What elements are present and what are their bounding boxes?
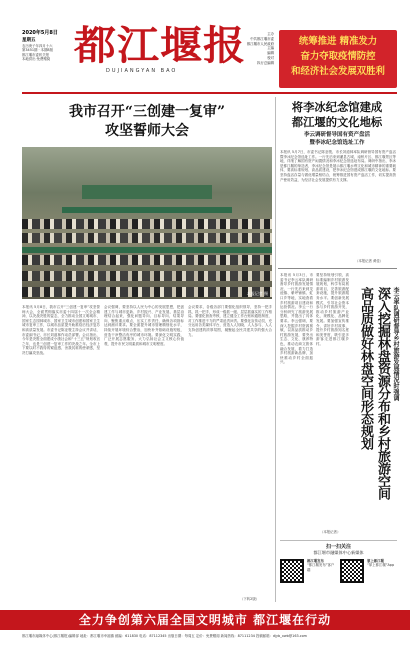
qr-label: 都江堰发布 [307,559,324,563]
credit-line: 校对 [267,55,274,60]
right-headline [278,100,396,130]
lead-photo [22,147,272,299]
qr-code-icon[interactable] [340,559,364,583]
right-top-body-text: 本报讯 5月7日，市委书记陈亚骏、市长刘道林率队调研督导国有资产盘活暨李冰纪念馆选址工作。一行先后来到灌县古城、南桥片区、都江堰景区等地，详细了解国有资产闲置情况和李冰纪念馆选址布局。调研中指出，李冰是都江堰的缔造者，李冰纪念馆是展示都江堰水利文化和城市精神的重要载体，要高标准规划、高品质建设，把李冰纪念馆建成都江堰的文化地标。要坚持盘活存量与做优增量相结合，统筹推进国有资产盘活工作，切实提高资产使用效益，为经济社会发展提供有力支撑。 [280,150,396,182]
photo-row [22,233,272,243]
masthead-info [22,30,80,61]
newspaper-logo-en: DUJIANGYAN BAO [106,68,178,74]
lead-body-col-3 [188,305,272,595]
publish-date: 2020年5月8日 [22,30,58,36]
qr-code-icon[interactable] [280,559,304,583]
lead-body-text: 会议强调，要坚持以人民为中心的发展思想，把创建工作与城市更新、乡村振兴、产业发展、基层治理结合起来，强化问题导向、目标导向、结果导向，聚焦重点难点，压实工作责任，确保各项指标达到测评要求。要全面提升城市管理精细化水平，持续开展环境综合整治，加快补齐基础设施短板，营造干净整洁有序的城市环境。要深化文明实践，广泛开展志愿服务，大力弘扬社会主义核心价值观，提升市民文明素质和城市文明程度。 [104,305,184,346]
masthead-divider [22,92,397,94]
photo-stage [82,185,212,199]
photo-table [62,207,232,213]
photo-row [22,255,272,265]
lead-headline-line: 我市召开“三创建一复审” [68,104,226,120]
credit-line: 主编 [267,46,274,51]
right-lower-body-col-1 [280,273,313,538]
section-divider [278,268,397,269]
credit-line: 都江堰市人民政府 [246,41,274,46]
footer-slogan: 全力争创第六届全国文明城市 都江堰在行动 [0,610,410,630]
photo-caption: 本报记者 摄 [246,291,268,296]
vertical-headline-line: 高品质做好林盘空间形态规划 [358,287,373,450]
qr-subtitle: 都江堰市融媒体中心新媒体 [313,550,364,555]
weekday: 星期五 [22,38,36,43]
masthead-line: 本地供出·免费赠阅 [22,56,51,61]
banner-line: 奋力夺取疫情防控 [300,51,376,62]
vertical-kicker: 李云率队调研督导乡村旅游发展情况时强调 [392,287,399,401]
banner-line: 统筹推进 精准发力 [298,36,378,47]
lead-headline-line: 攻坚誓师大会 [105,123,189,139]
slogan-banner [279,30,397,88]
right-lower-body-col-2 [316,273,349,528]
newspaper-logo: 都江堰报 [73,22,247,69]
credit-line: 编辑 [267,51,274,56]
right-top-body [280,150,396,258]
qr-label: “掌上都江堰”App [367,563,395,568]
qr-label: “都江堰发布”客户端 [307,563,335,572]
masthead-line: 都江堰市委机关报 [22,52,50,57]
qr-title: 扫一扫关注 [325,544,351,550]
lead-body-col-1 [22,305,100,603]
credit-line: 执行总编辑 [257,60,274,65]
photo-table [22,247,272,253]
vertical-headline-line: 深入挖掘林盘资源分布和乡村旅游空间 [375,287,390,500]
lead-headline [22,103,272,141]
banner-line: 和经济社会发展双胜利 [291,66,385,77]
right-subheadline-line: 暨李冰纪念馆选址工作 [309,140,365,146]
right-lower-body-text: 要坚持规划引领，高标准编制乡村旅游发展规划，科学布局旅游项目，完善旅游配套设施，提升旅游服务水平。要创新发展模式，引导社会资本参与乡村旅游开发，推动乡村旅游产业化、规模化、品牌化发展。要加强宣传推介，讲好乡村故事，提升乡村旅游知名度和美誉度，吸引更多游客走进都江堰乡村。 [316,273,349,346]
footer-info: 都江堰市融媒体中心(都江堰报)编辑部 地址：都江堰市幸福镇 邮编：611830 电话：87112345 出版日期：每周五 定价：免费赠阅 新闻热线：87111234 投稿邮箱：djyb_xwb@163.com [22,634,307,638]
right-lower-body-text: 本报讯 5月3日，市委书记李云率队调研督导乡村旅游发展情况，一行先后来到龙池镇、紫坪铺镇、虹口乡等地，实地查看乡村旅游项目建设和运营情况。李云一行分析研究了旅游发展思路，并提出了具体要求。李云强调，要深入挖掘乡村资源禀赋，以高品质推动乡村旅游发展，要突出生态、文化、康养特色，推动农商文旅体融合发展，着力打造乡村旅游新品牌，加快推动乡村全面振兴。 [280,273,313,365]
right-subheadline [278,131,396,147]
masthead-line: 第3451期 · 本期8版 [22,48,53,53]
qr-block [280,540,397,606]
masthead-credits [226,32,274,66]
right-top-byline: （本报记者 黄佳） [355,259,384,263]
photo-row [22,219,272,229]
lead-body-col-2 [104,305,184,603]
photo-row [22,287,272,297]
column-rule [275,97,276,602]
right-headline-line: 将李冰纪念馆建成 [291,100,383,114]
lead-body-text: 会议要求，各级各部门要强化组织领导，坚持一把手抓、抓一把手，形成一级抓一级、层层抓落实的工作格局。要强化督查考核，建立健全工作台账和通报制度，对工作推进不力的严肃追责问责。要强化宣传动员，充分运用各类媒体平台，营造人人知晓、人人参与、人人支持创建的浓厚氛围，凝聚起全民共建共享的强大合力。 [188,305,272,337]
lead-body-text: 本报讯 5月8日，我市召开“三创建一复审”攻坚誓师大会，全面贯彻落实市委十四届十一次全会精神，以决战决胜的姿态，全力推动全国文明城市、国家生态园林城市、国家卫生城市创建和国家卫生城市复审工作，以城市品质提升助推疫后经济复苏和高质量发展。市委书记陈亚骏主持会议并讲话，市委副书记、市长刘道林作动员部署。会议指出，今年是决胜全面建成小康社会和“十三五”规划收官之年，也是三创建一复审工作的决战之年。全市上下要以时不我待的紧迫感、舍我其谁的使命感，坚决打赢攻坚战。 [22,305,100,355]
jump-note: （下转2版） [240,597,260,601]
qr-label: 掌上都江堰 [367,559,384,563]
photo-row [22,271,272,281]
right-lower-byline: （本报记者） [320,530,341,534]
credit-line: 中共都江堰市委 [250,36,274,41]
right-headline-line: 都江堰的文化地标 [291,115,383,129]
vertical-headline [349,287,399,577]
right-subheadline-line: 李云调研督导国有资产盘活 [303,132,370,138]
masthead-line: 农历庚子年四月十六 [22,44,53,48]
credit-line: 主办 [267,32,274,36]
